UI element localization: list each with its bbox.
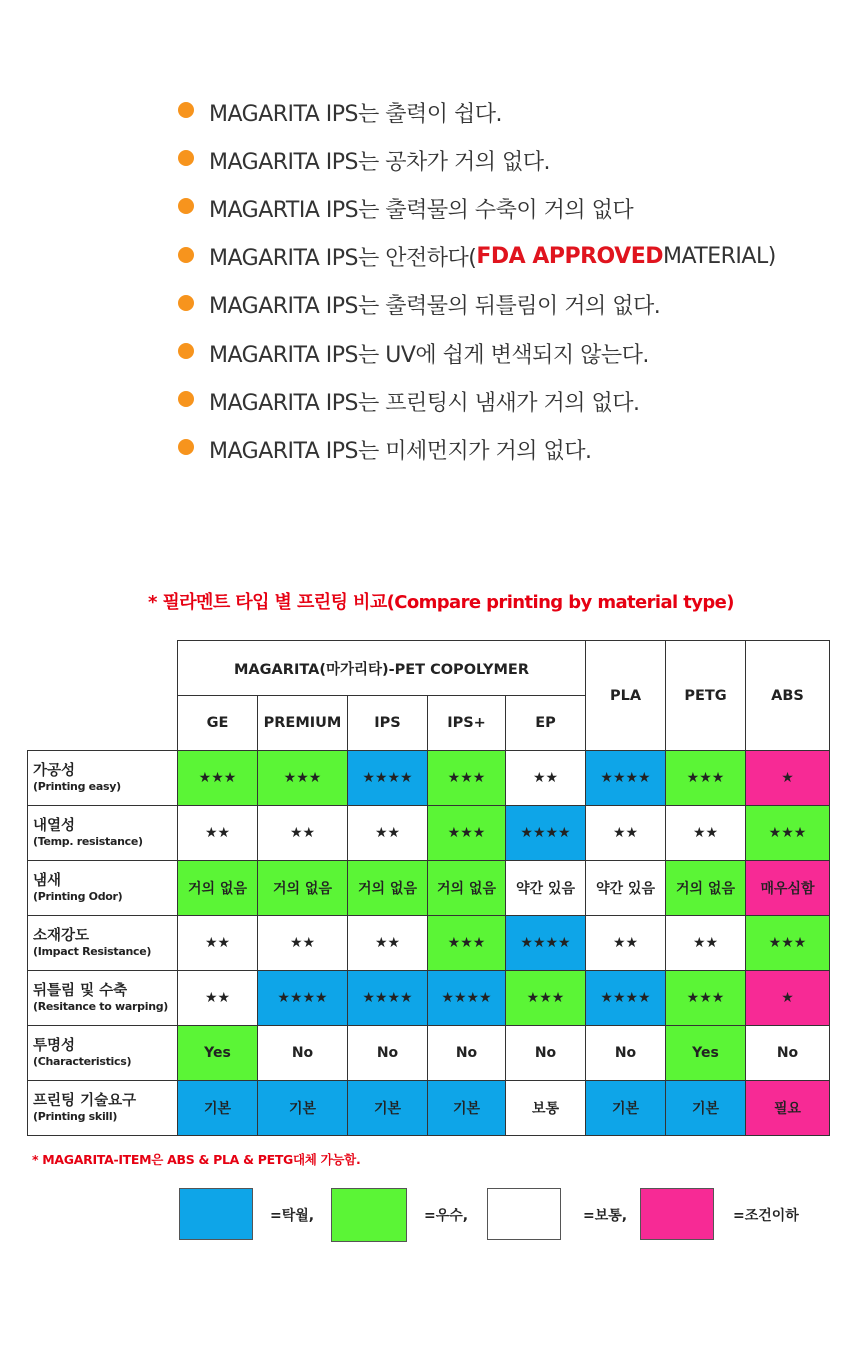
row-label-en: (Temp. resistance) <box>33 835 143 849</box>
legend-label-normal: =보통, <box>583 1208 628 1224</box>
rating-cell: No <box>348 1026 428 1081</box>
col-header-ips-plus: IPS+ <box>428 696 506 751</box>
rating-cell: ★★★ <box>258 751 348 806</box>
legend-label-good: =우수, <box>424 1208 469 1224</box>
feature-item <box>178 281 776 329</box>
feature-text: MAGARITA IPS는 공차가 거의 없다. <box>209 149 550 175</box>
row-label-ko: 뒤틀림 및 수축 <box>33 982 128 999</box>
rating-cell: ★★★★ <box>348 971 428 1026</box>
rating-cell: No <box>586 1026 666 1081</box>
rating-cell: ★★ <box>178 806 258 861</box>
rating-cell: No <box>428 1026 506 1081</box>
comparison-body <box>28 751 830 1136</box>
rating-cell: 거의 없음 <box>428 861 506 916</box>
rating-cell: 거의 없음 <box>666 861 746 916</box>
orange-bullet-icon <box>178 295 194 311</box>
rating-cell: ★ <box>746 751 830 806</box>
feature-text: MAGARTIA IPS는 출력물의 수축이 거의 없다 <box>209 197 634 223</box>
feature-item <box>178 88 776 136</box>
table-row <box>28 861 830 916</box>
legend-swatch-poor <box>640 1188 714 1240</box>
legend-swatch-good <box>331 1188 407 1242</box>
feature-item <box>178 329 776 377</box>
feature-item <box>178 425 776 473</box>
row-label <box>28 806 178 861</box>
col-header-pla: PLA <box>586 641 666 751</box>
feature-item <box>178 377 776 425</box>
table-row <box>28 751 830 806</box>
rating-cell: No <box>506 1026 586 1081</box>
feature-text: MAGARITA IPS는 프린팅시 냄새가 거의 없다. <box>209 390 640 416</box>
rating-cell: 약간 있음 <box>586 861 666 916</box>
row-label-ko: 투명성 <box>33 1037 76 1054</box>
rating-cell: ★★★★ <box>348 751 428 806</box>
rating-cell: ★★ <box>258 916 348 971</box>
rating-cell: ★★ <box>666 806 746 861</box>
col-header-ips: IPS <box>348 696 428 751</box>
feature-item <box>178 233 776 281</box>
row-label-en: (Resitance to warping) <box>33 1000 169 1014</box>
table-row <box>28 916 830 971</box>
rating-cell: 기본 <box>428 1081 506 1136</box>
orange-bullet-icon <box>178 198 194 214</box>
table-row <box>28 1081 830 1136</box>
orange-bullet-icon <box>178 102 194 118</box>
rating-cell: 보통 <box>506 1081 586 1136</box>
row-label <box>28 916 178 971</box>
rating-cell: ★★ <box>586 806 666 861</box>
orange-bullet-icon <box>178 439 194 455</box>
feature-text-pre: MAGARITA IPS는 안전하다( <box>209 246 477 272</box>
rating-cell: 기본 <box>178 1081 258 1136</box>
rating-cell: ★★★ <box>506 971 586 1026</box>
legend-swatch-excellent <box>179 1188 253 1240</box>
feature-text: MAGARITA IPS는 UV에 쉽게 변색되지 않는다. <box>209 342 649 368</box>
row-label-en: (Printing easy) <box>33 780 121 794</box>
feature-list <box>178 88 776 474</box>
row-label-ko: 내열성 <box>33 817 76 834</box>
table-row <box>28 1026 830 1081</box>
rating-cell: No <box>746 1026 830 1081</box>
rating-cell: 기본 <box>586 1081 666 1136</box>
feature-text: MAGARITA IPS는 출력이 쉽다. <box>209 101 503 127</box>
legend-swatch-normal <box>487 1188 561 1240</box>
rating-cell: ★★ <box>178 971 258 1026</box>
col-header-abs: ABS <box>746 641 830 751</box>
rating-cell: ★ <box>746 971 830 1026</box>
row-label <box>28 751 178 806</box>
feature-item <box>178 184 776 232</box>
rating-cell: 기본 <box>258 1081 348 1136</box>
row-label <box>28 971 178 1026</box>
rating-cell: ★★ <box>506 751 586 806</box>
rating-cell: 거의 없음 <box>348 861 428 916</box>
rating-cell: ★★ <box>178 916 258 971</box>
row-label <box>28 861 178 916</box>
rating-cell: ★★ <box>258 806 348 861</box>
row-label-ko: 프린팅 기술요구 <box>33 1092 137 1109</box>
rating-cell: ★★★ <box>666 971 746 1026</box>
feature-text: MAGARITA IPS는 출력물의 뒤틀림이 거의 없다. <box>209 294 661 320</box>
row-label-en: (Impact Resistance) <box>33 945 152 959</box>
rating-cell: ★★★ <box>428 806 506 861</box>
rating-cell: ★★★ <box>746 916 830 971</box>
rating-cell: ★★★★ <box>506 916 586 971</box>
feature-text-post: MATERIAL) <box>662 244 776 270</box>
rating-cell: ★★★★ <box>586 971 666 1026</box>
table-row <box>28 806 830 861</box>
comparison-table <box>27 640 830 1136</box>
row-label-ko: 가공성 <box>33 762 76 779</box>
legend-label-poor: =조건이하 <box>733 1208 799 1224</box>
rating-cell: ★★★ <box>178 751 258 806</box>
table-row <box>28 971 830 1026</box>
orange-bullet-icon <box>178 391 194 407</box>
rating-cell: ★★★ <box>428 916 506 971</box>
rating-cell: ★★★★ <box>258 971 348 1026</box>
col-header-premium: PREMIUM <box>258 696 348 751</box>
rating-cell: ★★★★ <box>506 806 586 861</box>
col-header-ge: GE <box>178 696 258 751</box>
row-label <box>28 1026 178 1081</box>
col-header-petg: PETG <box>666 641 746 751</box>
rating-cell: ★★★★ <box>428 971 506 1026</box>
rating-cell: ★★★ <box>746 806 830 861</box>
rating-cell: 필요 <box>746 1081 830 1136</box>
orange-bullet-icon <box>178 150 194 166</box>
row-label-ko: 소재강도 <box>33 927 90 944</box>
corner-cell <box>28 641 178 751</box>
fda-approved-highlight: FDA APPROVED <box>476 244 663 270</box>
rating-cell: ★★ <box>666 916 746 971</box>
rating-cell: No <box>258 1026 348 1081</box>
rating-cell: ★★★★ <box>586 751 666 806</box>
rating-cell: 약간 있음 <box>506 861 586 916</box>
comparison-title: * 필라멘트 타입 별 프린팅 비교(Compare printing by material type) <box>148 592 734 613</box>
orange-bullet-icon <box>178 343 194 359</box>
rating-cell: Yes <box>178 1026 258 1081</box>
rating-cell: ★★ <box>348 916 428 971</box>
feature-text: MAGARITA IPS는 미세먼지가 거의 없다. <box>209 438 592 464</box>
row-label-en: (Printing skill) <box>33 1110 118 1124</box>
rating-cell: ★★★ <box>666 751 746 806</box>
rating-cell: 거의 없음 <box>258 861 348 916</box>
rating-cell: 기본 <box>666 1081 746 1136</box>
row-label-en: (Printing Odor) <box>33 890 123 904</box>
substitution-note: * MAGARITA-ITEM은 ABS & PLA & PETG대체 가능함. <box>32 1152 361 1167</box>
row-label-ko: 냄새 <box>33 872 62 889</box>
rating-cell: Yes <box>666 1026 746 1081</box>
group-header: MAGARITA(마가리타)-PET COPOLYMER <box>178 641 586 696</box>
col-header-ep: EP <box>506 696 586 751</box>
rating-cell: ★★ <box>586 916 666 971</box>
rating-cell: ★★ <box>348 806 428 861</box>
legend-label-excellent: =탁월, <box>270 1208 315 1224</box>
row-label-en: (Characteristics) <box>33 1055 132 1069</box>
feature-item <box>178 136 776 184</box>
rating-cell: 기본 <box>348 1081 428 1136</box>
rating-cell: 거의 없음 <box>178 861 258 916</box>
rating-cell: ★★★ <box>428 751 506 806</box>
orange-bullet-icon <box>178 247 194 263</box>
row-label <box>28 1081 178 1136</box>
rating-cell: 매우심함 <box>746 861 830 916</box>
